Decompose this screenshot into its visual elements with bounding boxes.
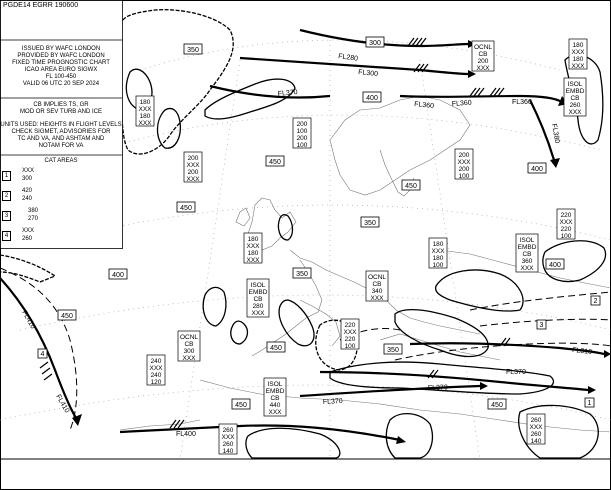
svg-text:XXX: XXX — [221, 434, 235, 441]
issue-line: PROVIDED BY WAFC LONDON — [17, 53, 105, 59]
cat-areas-title: CAT AREAS — [44, 158, 78, 164]
cb-type: ISOL — [267, 381, 283, 388]
cb-label: CB — [522, 251, 532, 258]
cat-marker: 4 — [40, 351, 45, 358]
cat-legend-top: 420 — [22, 188, 33, 194]
cat-legend-id: 2 — [2, 191, 11, 201]
cb-area — [0, 255, 55, 282]
cat-legend-item — [2, 228, 120, 248]
cb-base: XXX — [268, 409, 282, 416]
cb-base: XXX — [520, 265, 534, 272]
svg-text:260: 260 — [530, 431, 542, 438]
svg-text:220: 220 — [560, 212, 572, 219]
svg-text:220: 220 — [344, 336, 356, 343]
cb-label: EMBD — [565, 88, 585, 95]
jet-fl-label: FL360 — [413, 101, 435, 111]
cb-type: OCNL — [367, 274, 387, 281]
tropopause-box: 400 — [549, 262, 561, 269]
cb-type: ISOL — [567, 81, 583, 88]
cb-top: 200 — [477, 58, 489, 65]
cb-top: 440 — [269, 402, 281, 409]
cb-label: EMBD — [265, 388, 285, 395]
cb-boxes — [178, 41, 586, 416]
cb-label: CB — [253, 296, 263, 303]
jet-fl-label: FL300 — [357, 69, 379, 79]
jet-fl-label: FL370 — [322, 397, 343, 406]
svg-text:200: 200 — [296, 121, 308, 128]
cb-area — [231, 321, 248, 344]
tropopause-box: 350 — [187, 47, 199, 54]
units-line: UNITS USED: HEIGHTS IN FLIGHT LEVELS — [0, 122, 122, 128]
cb-area — [246, 428, 340, 458]
cb-top: 340 — [371, 288, 383, 295]
cb-note-line: CB IMPLIES TS, GR — [33, 102, 89, 108]
cat-marker: 1 — [587, 400, 592, 407]
tropopause-box: 450 — [235, 402, 247, 409]
svg-text:XXX: XXX — [431, 248, 445, 255]
cb-type: OCNL — [473, 44, 493, 51]
cb-label: CB — [270, 395, 280, 402]
units-line: CHECK SIGMET, ADVISORIES FOR — [11, 129, 111, 135]
cb-area — [436, 270, 523, 311]
cb-type: ISOL — [519, 237, 535, 244]
svg-text:180: 180 — [572, 42, 584, 49]
units-note — [0, 122, 122, 150]
jet-fl-label: FL410 — [54, 393, 71, 415]
issue-info — [0, 46, 122, 88]
svg-text:100: 100 — [458, 173, 470, 180]
svg-text:XXX: XXX — [457, 159, 471, 166]
chart-id: PGDE14 EGRR 190600 — [3, 2, 79, 9]
cat-marker: 2 — [593, 298, 598, 305]
svg-text:XXX: XXX — [186, 162, 200, 169]
cb-top: 360 — [521, 258, 533, 265]
jet-fl-label: FL370 — [277, 88, 298, 98]
cat-area-markers — [38, 296, 600, 407]
jet-stream — [530, 100, 554, 160]
cat-legend-item — [2, 208, 120, 228]
svg-text:200: 200 — [296, 135, 308, 142]
jet-fl-label: FL360 — [512, 99, 532, 106]
svg-text:200: 200 — [458, 152, 470, 159]
jet-fl-label: FL310 — [571, 347, 593, 357]
cat-legend-base: 260 — [22, 236, 33, 242]
units-line: NOTAM FOR VA — [38, 143, 84, 149]
cat-areas-legend — [2, 168, 120, 248]
svg-text:120: 120 — [150, 379, 162, 386]
tropopause-box: 350 — [296, 271, 308, 278]
svg-text:XXX: XXX — [529, 424, 543, 431]
cat-legend-item — [2, 188, 120, 208]
cb-label: CB — [184, 341, 194, 348]
svg-text:260: 260 — [222, 427, 234, 434]
jet-fl-label: FL380 — [550, 123, 561, 144]
jet-fl-label: FL360 — [451, 99, 472, 108]
cb-top: 260 — [569, 102, 581, 109]
svg-text:XXX: XXX — [343, 329, 357, 336]
cb-type: ISOL — [250, 282, 266, 289]
svg-text:200: 200 — [458, 166, 470, 173]
jet-fl-label: FL370 — [427, 384, 448, 392]
cb-area — [278, 215, 292, 240]
cb-top: 280 — [252, 303, 264, 310]
cb-area — [113, 10, 234, 154]
cat-legend-base: 300 — [22, 176, 33, 182]
jet-fl-label: FL280 — [337, 53, 359, 63]
svg-text:220: 220 — [560, 226, 572, 233]
tropopause-heights — [58, 37, 564, 409]
tropopause-box: 450 — [270, 345, 282, 352]
svg-text:XXX: XXX — [571, 63, 585, 70]
cb-type: OCNL — [179, 334, 199, 341]
svg-text:100: 100 — [344, 343, 356, 350]
issue-line: ICAO AREA EURO SIGWX — [24, 67, 98, 73]
svg-text:240: 240 — [150, 358, 162, 365]
cat-legend-top: XXX — [22, 168, 35, 174]
cb-label: EMBD — [248, 289, 268, 296]
tropopause-box: 450 — [491, 402, 503, 409]
cb-area — [205, 79, 295, 119]
svg-text:180: 180 — [432, 241, 444, 248]
cat-marker: 3 — [539, 322, 544, 329]
cb-area — [158, 109, 181, 149]
svg-text:180: 180 — [432, 255, 444, 262]
cb-base: XXX — [476, 65, 490, 72]
cat-legend-base: 240 — [22, 196, 33, 202]
svg-text:180: 180 — [572, 56, 584, 63]
cat-legend-id: 4 — [2, 231, 11, 241]
issue-line: FIXED TIME PROGNOSTIC CHART — [12, 60, 110, 66]
cb-area — [386, 414, 432, 458]
svg-text:XXX: XXX — [138, 120, 152, 127]
svg-text:XXX: XXX — [149, 365, 163, 372]
cb-top: 300 — [183, 348, 195, 355]
svg-text:260: 260 — [530, 417, 542, 424]
svg-text:100: 100 — [296, 128, 308, 135]
tropopause-box: 450 — [61, 313, 73, 320]
svg-text:XXX: XXX — [186, 176, 200, 183]
cb-note — [0, 102, 122, 116]
svg-text:180: 180 — [139, 99, 151, 106]
cb-label: CB — [478, 51, 488, 58]
svg-text:140: 140 — [530, 438, 542, 445]
cb-base: XXX — [182, 355, 196, 362]
tropopause-box: 350 — [387, 347, 399, 354]
cb-note-line: MOD OR SEV TURB AND ICE — [20, 109, 102, 115]
jet-fl-label: FL370 — [506, 369, 526, 376]
tropopause-box: 350 — [364, 220, 376, 227]
cat-legend-id: 3 — [2, 211, 11, 221]
jet-stream — [120, 426, 400, 440]
tropopause-box: 450 — [405, 183, 417, 190]
svg-text:140: 140 — [222, 448, 234, 455]
issue-line: ISSUED BY WAFC LONDON — [21, 46, 101, 52]
tropopause-box: 300 — [369, 40, 381, 47]
svg-text:XXX: XXX — [571, 49, 585, 56]
svg-text:XXX: XXX — [559, 219, 573, 226]
units-line: TC AND VA, AND ASHTAM AND — [17, 136, 105, 142]
svg-text:180: 180 — [247, 236, 259, 243]
cat-areas — [0, 268, 611, 430]
svg-text:100: 100 — [432, 262, 444, 269]
svg-text:100: 100 — [560, 233, 572, 240]
tropopause-box: 400 — [531, 166, 543, 173]
svg-text:200: 200 — [187, 169, 199, 176]
issue-line: FL 100-450 — [45, 74, 77, 80]
svg-text:XXX: XXX — [138, 106, 152, 113]
tropopause-box: 400 — [112, 272, 124, 279]
tropopause-box: 400 — [366, 95, 378, 102]
svg-text:200: 200 — [187, 155, 199, 162]
svg-text:XXX: XXX — [246, 243, 260, 250]
cb-label: CB — [372, 281, 382, 288]
cb-base: XXX — [568, 109, 582, 116]
cb-label: CB — [570, 95, 580, 102]
cat-legend-id: 1 — [2, 171, 11, 181]
issue-line: VALID 06 UTC 20 SEP 2024 — [22, 81, 100, 87]
tropopause-box: 450 — [269, 159, 281, 166]
svg-text:220: 220 — [344, 322, 356, 329]
cat-legend-top: 380 — [28, 208, 39, 214]
jet-fl-label: FL400 — [176, 431, 196, 438]
svg-text:XXX: XXX — [246, 257, 260, 264]
jet-stream — [0, 278, 76, 418]
svg-text:240: 240 — [150, 372, 162, 379]
tropopause-box: 450 — [180, 205, 192, 212]
cat-legend-top: XXX — [22, 228, 35, 234]
cat-legend-item — [2, 168, 120, 188]
svg-text:260: 260 — [222, 441, 234, 448]
jet-fl-label: FL410 — [20, 309, 37, 331]
svg-text:180: 180 — [139, 113, 151, 120]
cb-label: EMBD — [517, 244, 537, 251]
cb-area — [203, 287, 226, 326]
cb-base: XXX — [251, 310, 265, 317]
cat-legend-base: 270 — [28, 216, 39, 222]
svg-text:100: 100 — [296, 142, 308, 149]
cb-area — [279, 300, 314, 346]
cb-base: XXX — [370, 295, 384, 302]
svg-text:180: 180 — [247, 250, 259, 257]
